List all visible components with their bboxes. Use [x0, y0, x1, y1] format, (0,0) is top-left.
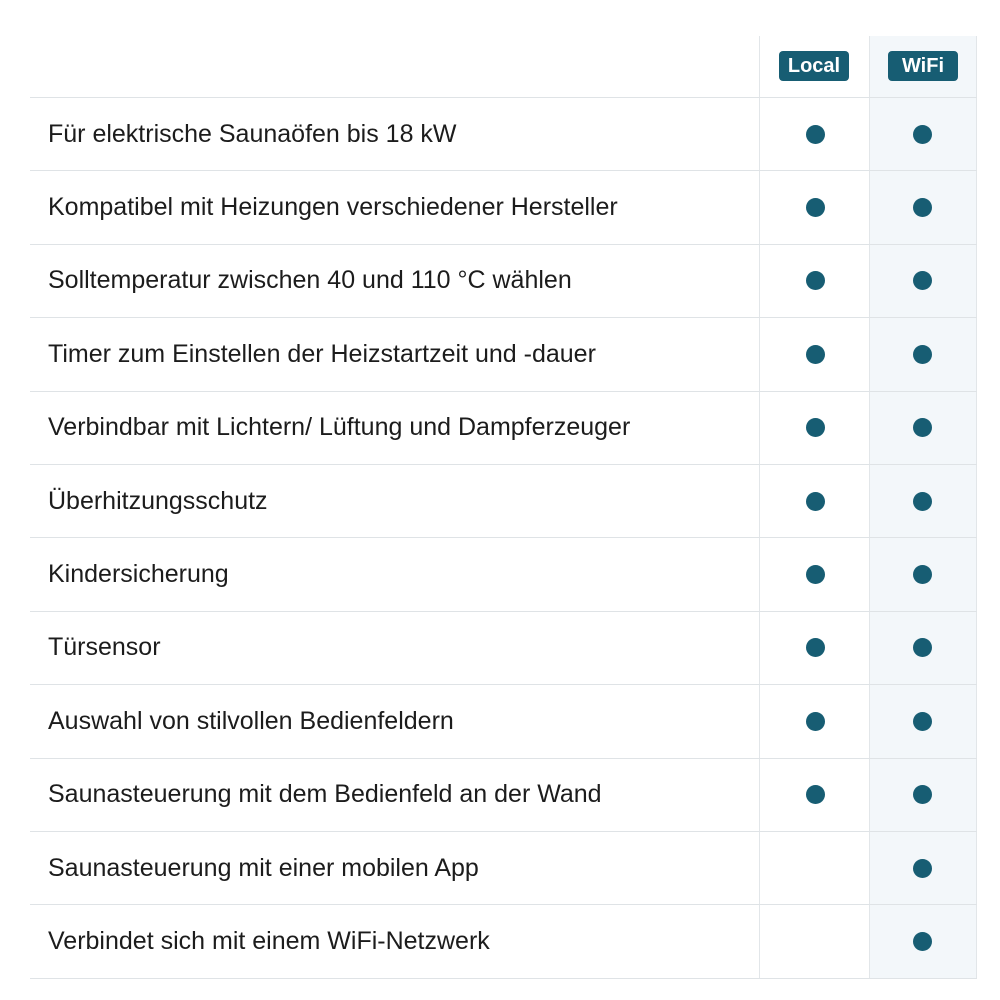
- table-row: [30, 465, 977, 538]
- local-included-dot-icon: [806, 638, 825, 657]
- table-header: [30, 36, 977, 98]
- local-included-dot-icon: [806, 345, 825, 364]
- table-row: [30, 245, 977, 318]
- table-row: [30, 685, 977, 758]
- wifi-included-dot-icon: [913, 638, 932, 657]
- feature-label: Auswahl von stilvollen Bedienfeldern: [48, 706, 454, 735]
- feature-label: Saunasteuerung mit einer mobilen App: [48, 853, 479, 882]
- wifi-included-dot-icon: [913, 345, 932, 364]
- local-included-dot-icon: [806, 271, 825, 290]
- table-row: [30, 171, 977, 244]
- local-badge: Local: [779, 51, 849, 81]
- table-row: [30, 759, 977, 832]
- table-row: [30, 538, 977, 611]
- local-included-dot-icon: [806, 565, 825, 584]
- wifi-included-dot-icon: [913, 492, 932, 511]
- local-included-dot-icon: [806, 418, 825, 437]
- wifi-badge: WiFi: [888, 51, 958, 81]
- local-included-dot-icon: [806, 198, 825, 217]
- wifi-included-dot-icon: [913, 859, 932, 878]
- feature-label: Überhitzungsschutz: [48, 486, 268, 515]
- feature-label: Für elektrische Saunaöfen bis 18 kW: [48, 119, 457, 148]
- wifi-included-dot-icon: [913, 125, 932, 144]
- local-included-dot-icon: [806, 125, 825, 144]
- local-included-dot-icon: [806, 785, 825, 804]
- table-row: [30, 832, 977, 905]
- table-row: [30, 392, 977, 465]
- wifi-included-dot-icon: [913, 785, 932, 804]
- feature-label: Kompatibel mit Heizungen verschiedener Hersteller: [48, 193, 618, 222]
- wifi-included-dot-icon: [913, 271, 932, 290]
- table-row: [30, 98, 977, 171]
- feature-label: Kindersicherung: [48, 560, 229, 589]
- feature-label: Verbindbar mit Lichtern/ Lüftung und Dampferzeuger: [48, 413, 631, 442]
- wifi-included-dot-icon: [913, 932, 932, 951]
- feature-label: Saunasteuerung mit dem Bedienfeld an der Wand: [48, 780, 602, 809]
- feature-label: Timer zum Einstellen der Heizstartzeit und -dauer: [48, 339, 596, 368]
- feature-rows: [30, 98, 977, 979]
- table-row: [30, 318, 977, 391]
- feature-label: Verbindet sich mit einem WiFi-Netzwerk: [48, 926, 490, 955]
- table-row: [30, 905, 977, 978]
- wifi-included-dot-icon: [913, 198, 932, 217]
- wifi-included-dot-icon: [913, 565, 932, 584]
- wifi-included-dot-icon: [913, 418, 932, 437]
- table-row: [30, 612, 977, 685]
- local-included-dot-icon: [806, 712, 825, 731]
- feature-label: Türsensor: [48, 633, 161, 662]
- comparison-table: [30, 36, 977, 979]
- feature-label: Solltemperatur zwischen 40 und 110 °C wählen: [48, 266, 572, 295]
- wifi-included-dot-icon: [913, 712, 932, 731]
- local-included-dot-icon: [806, 492, 825, 511]
